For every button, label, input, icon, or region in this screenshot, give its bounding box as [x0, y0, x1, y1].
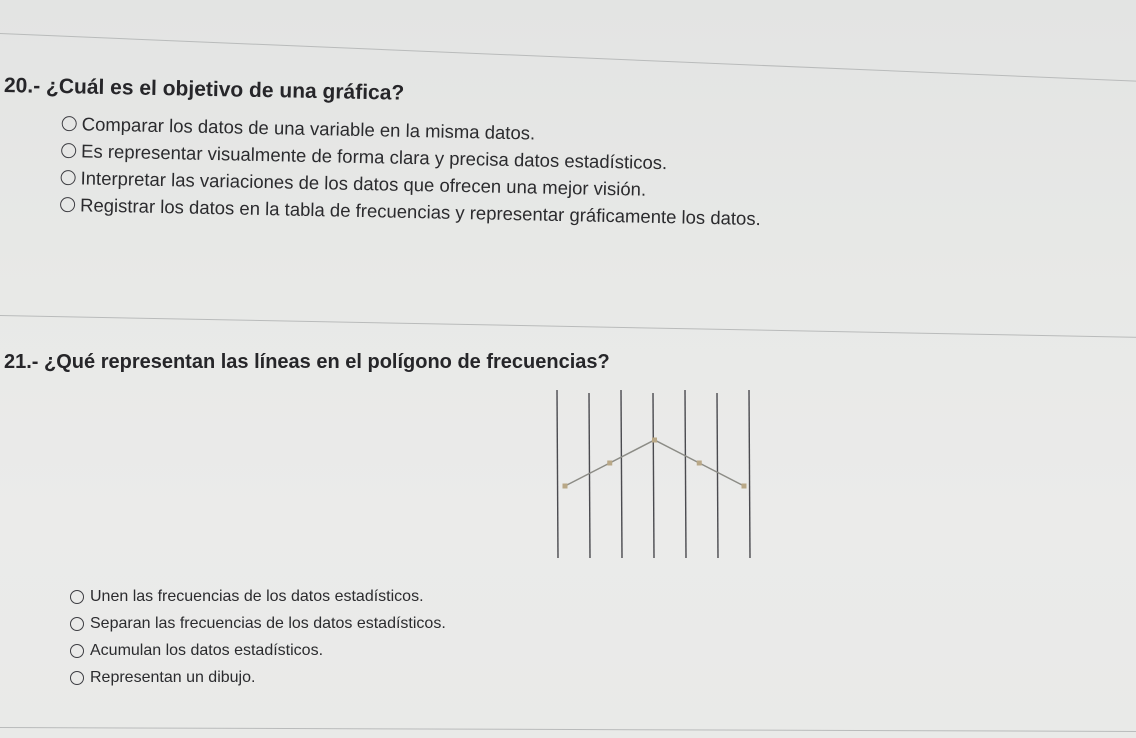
question-21-options — [70, 583, 446, 691]
grid-line — [557, 390, 558, 558]
question-20-title: 20.- ¿Cuál es el objetivo de una gráfica? — [3, 74, 405, 105]
radio-button[interactable] — [70, 671, 84, 685]
grid-line — [653, 393, 654, 558]
data-point — [697, 461, 702, 466]
grid-line — [589, 393, 590, 558]
option-label: Acumulan los datos estadísticos. — [90, 641, 324, 659]
option-label: Registrar los datos en la tabla de frecuencias y representar gráficamente los datos. — [79, 193, 761, 229]
radio-button[interactable] — [60, 170, 75, 185]
question-21-title: 21.- ¿Qué representan las líneas en el polígono de frecuencias? — [4, 351, 610, 373]
q21-option-2[interactable] — [70, 610, 446, 637]
radio-button[interactable] — [70, 590, 84, 604]
divider-bottom — [0, 727, 1136, 732]
frequency-polygon-chart — [548, 388, 763, 560]
option-label: Unen las frecuencias de los datos estadísticos. — [90, 587, 424, 605]
radio-button[interactable] — [70, 617, 84, 631]
grid-line — [749, 390, 750, 558]
grid-line — [685, 390, 686, 558]
data-point — [742, 484, 747, 489]
question-20-options — [60, 110, 763, 232]
q21-option-3[interactable] — [70, 637, 446, 664]
grid-line — [717, 393, 718, 558]
data-point — [563, 484, 568, 489]
frequency-polygon-svg — [548, 388, 763, 560]
option-label: Separan las frecuencias de los datos estadísticos. — [90, 614, 446, 632]
q21-option-4[interactable] — [70, 664, 446, 691]
data-point — [652, 438, 657, 443]
radio-button[interactable] — [60, 197, 75, 212]
q21-option-1[interactable] — [70, 583, 446, 610]
option-label: Interpretar las variaciones de los datos que ofrecen una mejor visión. — [80, 166, 647, 200]
divider-middle — [0, 315, 1136, 338]
option-label: Es representar visualmente de forma clara y precisa datos estadísticos. — [80, 139, 668, 173]
radio-button[interactable] — [70, 644, 84, 658]
data-point — [607, 461, 612, 466]
option-label: Comparar los datos de una variable en la misma datos. — [81, 112, 536, 143]
grid-line — [621, 390, 622, 558]
option-label: Representan un dibujo. — [90, 668, 256, 686]
radio-button[interactable] — [62, 116, 77, 131]
radio-button[interactable] — [61, 143, 76, 158]
divider-top — [0, 33, 1136, 82]
